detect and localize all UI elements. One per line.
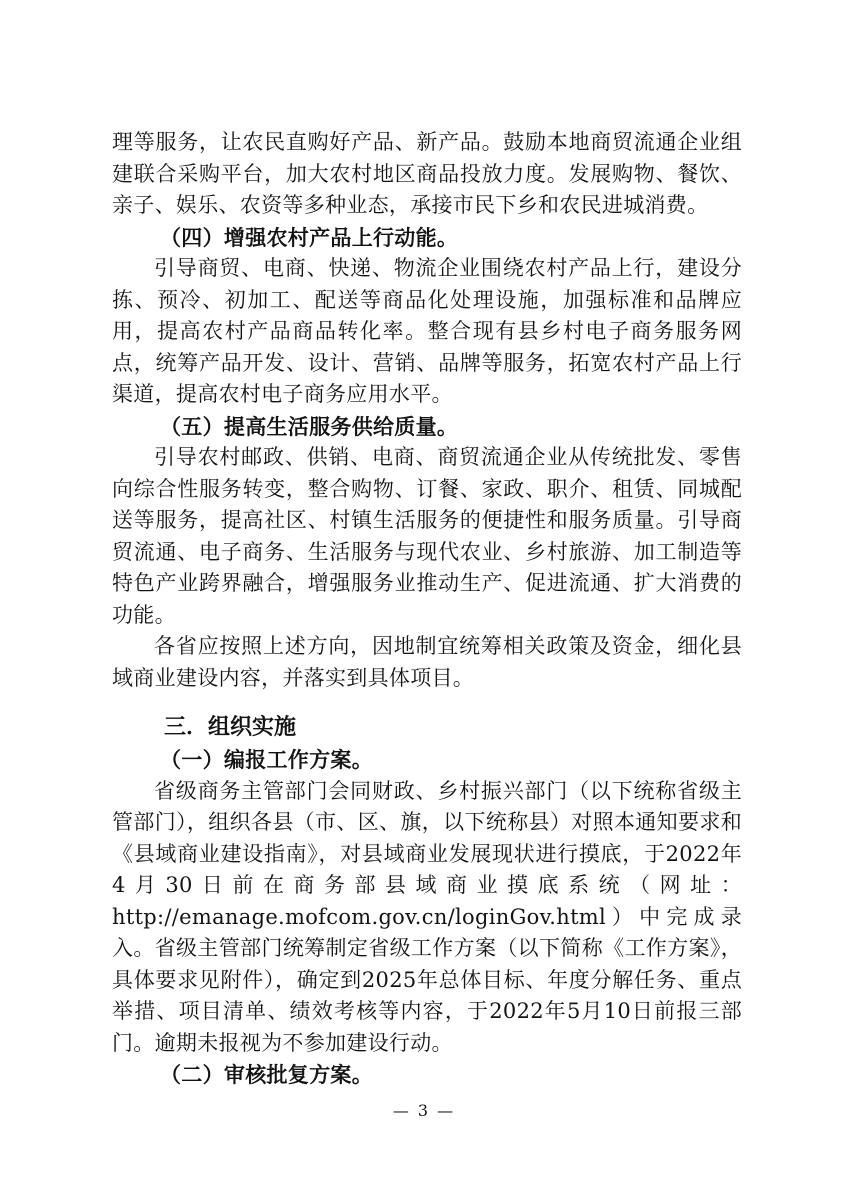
paragraph: 各省应按照上述方向，因地制宜统筹相关政策及资金，细化县域商业建设内容，并落实到具体项目。 bbox=[112, 634, 742, 690]
paragraph: 引导农村邮政、供销、电商、商贸流通企业从传统批发、零售向综合性服务转变，整合购物、订餐、家政、职介、租赁、同城配送等服务，提高社区、村镇生活服务的便捷性和服务质量。引导商贸流通、电子商务、生活服务与现代农业、乡村旅游、加工制造等特色产业跨界融合，增强服务业推动生产、促进流通、扩大消费的功能。 bbox=[112, 445, 742, 627]
subsection-heading-4: （四）增强农村产品上行动能。 bbox=[160, 224, 459, 250]
subsection-heading-2: （二）审核批复方案。 bbox=[160, 1062, 373, 1087]
section-heading: 三．组织实施 bbox=[164, 715, 297, 740]
subsection-heading-1: （一）编报工作方案。 bbox=[160, 747, 373, 772]
paragraph: 省级商务主管部门会同财政、乡村振兴部门（以下统称省级主管部门），组织各县（市、区、旗，以下统称县）对照本通知要求和《县域商业建设指南》，对县域商业发展现状进行摸底，于2022年4月30日前在商务部县域商业摸底系统（网址：http://emanage.mofcom.gov.cn/loginGov.html）中完成录入。省级主管部门统筹制定省级工作方案（以下简称《工作方案》，具体要求见附件），确定到2025年总体目标、年度分解任务、重点举措、项目清单、绩效考核等内容，于2022年5月10日前报三部门。逾期未报视为不参加建设行动。 bbox=[112, 778, 742, 1055]
page-number: — 3 — bbox=[392, 1101, 456, 1120]
subsection-heading-5: （五）提高生活服务供给质量。 bbox=[160, 413, 459, 439]
paragraph: 引导商贸、电商、快递、物流企业围绕农村产品上行，建设分拣、预冷、初加工、配送等商品化处理设施，加强标准和品牌应用，提高农村产品商品转化率。整合现有县乡村电子商务服务网点，统筹产品开发、设计、营销、品牌等服务，拓宽农村产品上行渠道，提高农村电子商务应用水平。 bbox=[112, 256, 742, 406]
paragraph: 理等服务，让农民直购好产品、新产品。鼓励本地商贸流通企业组建联合采购平台，加大农村地区商品投放力度。发展购物、餐饮、亲子、娱乐、农资等多种业态，承接市民下乡和农民进城消费。 bbox=[112, 130, 742, 217]
document-body bbox=[112, 127, 742, 1091]
